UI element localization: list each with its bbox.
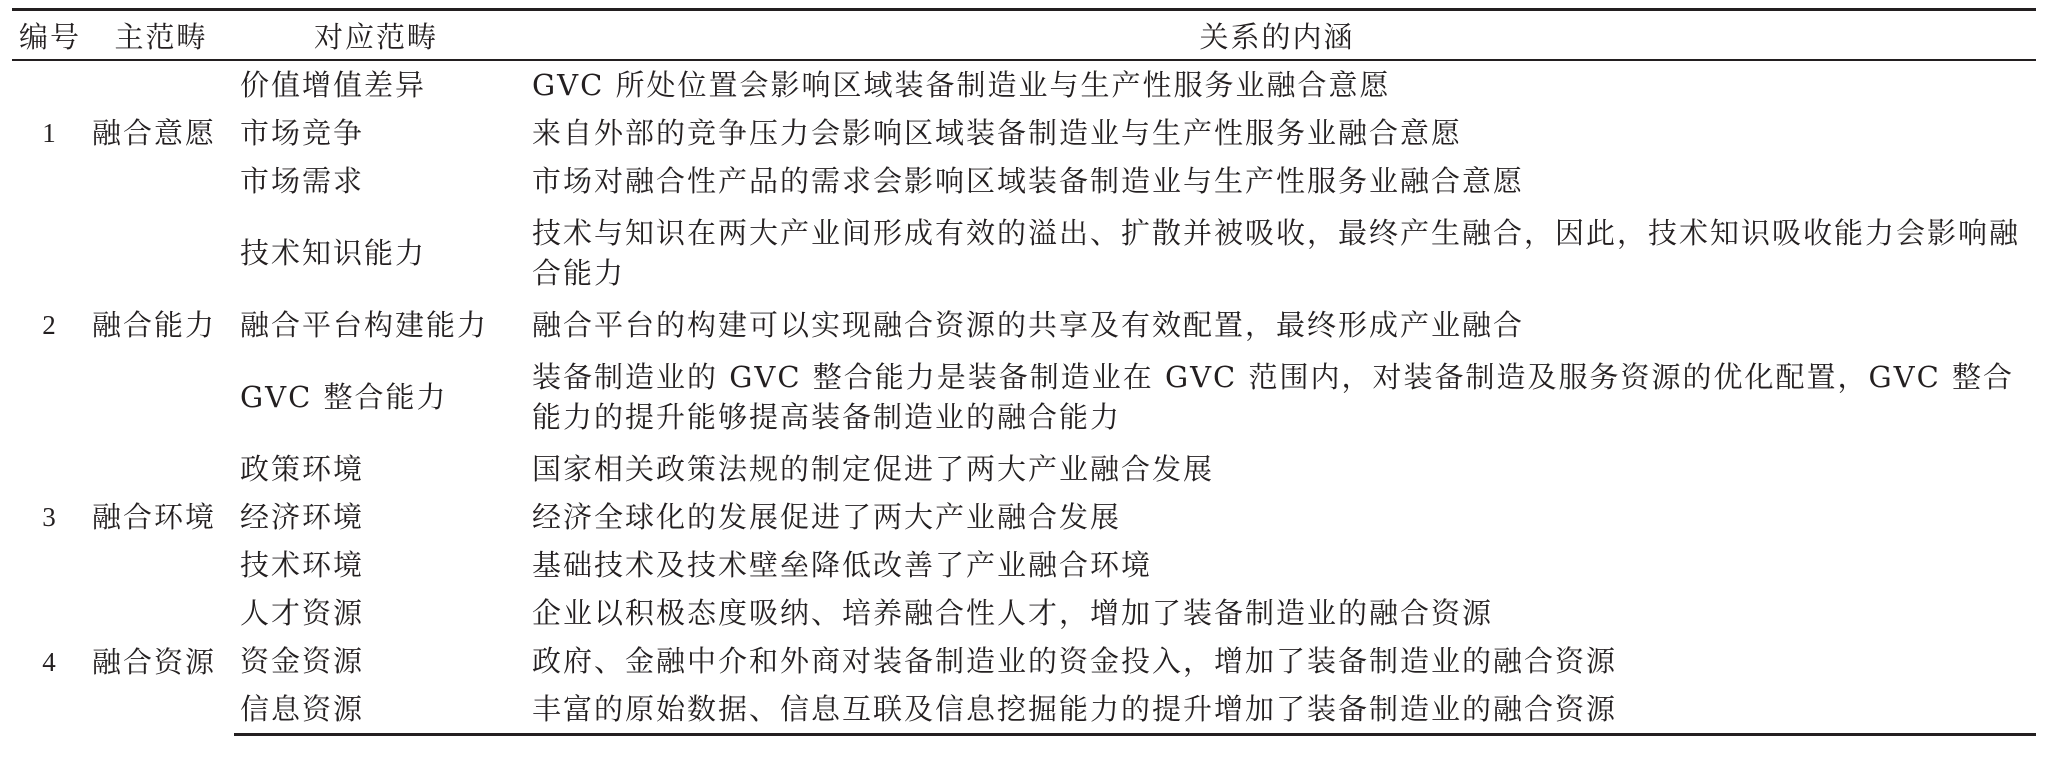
relationship-table-container bbox=[12, 8, 2036, 736]
group-number: 1 bbox=[42, 118, 58, 148]
header-num: 编号 bbox=[12, 10, 88, 61]
relation-description: 丰富的原始数据、信息互联及信息挖掘能力的提升增加了装备制造业的融合资源 bbox=[518, 685, 2036, 735]
header-description: 关系的内涵 bbox=[518, 10, 2036, 61]
table-row bbox=[12, 205, 2036, 301]
table-row bbox=[12, 493, 2036, 541]
table-body bbox=[12, 60, 2036, 735]
relation-description: 融合平台的构建可以实现融合资源的共享及有效配置，最终形成产业融合 bbox=[532, 308, 1525, 342]
sub-category: 信息资源 bbox=[234, 685, 518, 735]
sub-category: 人才资源 bbox=[240, 596, 365, 630]
relation-description: 市场对融合性产品的需求会影响区域装备制造业与生产性服务业融合意愿 bbox=[532, 164, 1525, 198]
sub-category: 政策环境 bbox=[240, 452, 365, 486]
relation-description: 政府、金融中介和外商对装备制造业的资金投入，增加了装备制造业的融合资源 bbox=[532, 644, 1618, 678]
sub-category: 技术环境 bbox=[240, 548, 365, 582]
sub-category: 融合平台构建能力 bbox=[240, 308, 489, 342]
group-number: 4 bbox=[42, 646, 58, 677]
table-row bbox=[12, 109, 2036, 157]
sub-category: 市场竞争 bbox=[240, 116, 365, 150]
table-row bbox=[12, 637, 2036, 685]
header-main-category: 主范畴 bbox=[88, 10, 234, 61]
group-number: 2 bbox=[42, 310, 58, 340]
sub-category: GVC 整合能力 bbox=[240, 380, 448, 414]
relation-description: 技术与知识在两大产业间形成有效的溢出、扩散并被吸收，最终产生融合，因此，技术知识吸收能力会影响融合能力 bbox=[532, 216, 2021, 290]
sub-category: 市场需求 bbox=[240, 164, 365, 198]
table-row bbox=[12, 60, 2036, 109]
sub-category: 资金资源 bbox=[240, 644, 365, 678]
table-row bbox=[12, 541, 2036, 589]
sub-category: 经济环境 bbox=[240, 500, 365, 534]
table-row bbox=[12, 349, 2036, 445]
relation-description: 经济全球化的发展促进了两大产业融合发展 bbox=[532, 500, 1122, 534]
table-row bbox=[12, 157, 2036, 205]
relation-description: 企业以积极态度吸纳、培养融合性人才，增加了装备制造业的融合资源 bbox=[532, 596, 1494, 630]
relation-description: 来自外部的竞争压力会影响区域装备制造业与生产性服务业融合意愿 bbox=[532, 116, 1463, 150]
table-header bbox=[12, 10, 2036, 61]
table-row bbox=[12, 589, 2036, 637]
relationship-table bbox=[12, 8, 2036, 736]
table-row bbox=[12, 301, 2036, 349]
relation-description: 国家相关政策法规的制定促进了两大产业融合发展 bbox=[532, 452, 1215, 486]
main-category: 融合能力 bbox=[92, 308, 217, 342]
main-category: 融合环境 bbox=[92, 500, 217, 534]
header-sub-category: 对应范畴 bbox=[234, 10, 518, 61]
table-row bbox=[12, 445, 2036, 493]
header-row bbox=[12, 10, 2036, 61]
relation-description: GVC 所处位置会影响区域装备制造业与生产性服务业融合意愿 bbox=[532, 68, 1391, 102]
main-category: 融合资源 bbox=[92, 644, 217, 679]
main-category: 融合意愿 bbox=[92, 116, 217, 150]
sub-category: 价值增值差异 bbox=[240, 68, 427, 102]
relation-description: 基础技术及技术壁垒降低改善了产业融合环境 bbox=[532, 548, 1153, 582]
relation-description: 装备制造业的 GVC 整合能力是装备制造业在 GVC 范围内，对装备制造及服务资源的优化配置，GVC 整合能力的提升能够提高装备制造业的融合能力 bbox=[532, 360, 2014, 434]
group-number: 3 bbox=[42, 502, 58, 532]
sub-category: 技术知识能力 bbox=[240, 236, 427, 270]
table-row bbox=[12, 685, 2036, 735]
